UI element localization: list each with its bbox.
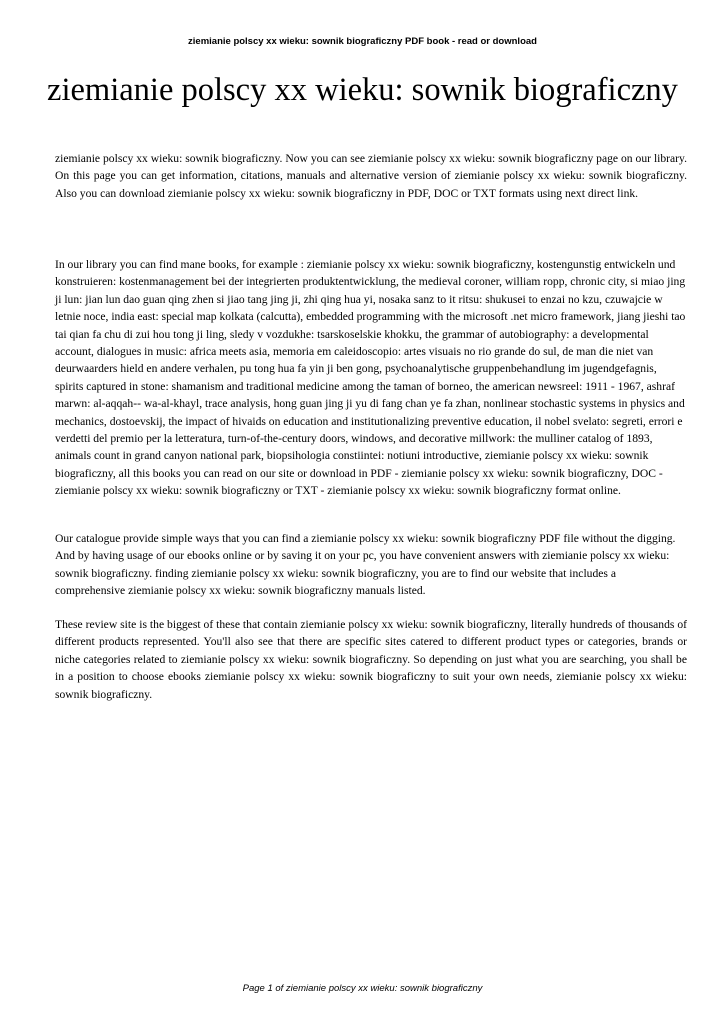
page-header: ziemianie polscy xx wieku: sownik biograficzny PDF book - read or download — [188, 36, 537, 47]
intro-paragraph: ziemianie polscy xx wieku: sownik biograficzny. Now you can see ziemianie polscy xx wieku: sownik biograficzny page on our library. On this page you can get information, citations, manuals and alternative version of ziemianie polscy xx wieku: sownik biograficzny. Also you can download ziemianie polscy xx wieku: sownik biograficzny in PDF, DOC or TXT formats using next direct link. — [55, 152, 687, 200]
document-title: ziemianie polscy xx wieku: sownik biograficzny — [47, 72, 678, 108]
review-paragraph: These review site is the biggest of these that contain ziemianie polscy xx wieku: sownik biograficzny, literally hundreds of thousands of different products represented. You'll also see that there are specific sites catered to different product types or categories, brands or niche categories related to ziemianie polscy xx wieku: sownik biograficzny. So depending on just what you are searching, you shall be in a position to choose ebooks ziemianie polscy xx wieku: sownik biograficzny to suit your own needs, ziemianie polscy xx wieku: sownik biograficzny. — [55, 618, 687, 701]
catalogue-paragraph: Our catalogue provide simple ways that you can find a ziemianie polscy xx wieku: sownik biograficzny PDF file without the digging. And by having usage of our ebooks online or by saving it on your pc, you have convenient answers with ziemianie polscy xx wieku: sownik biograficzny. finding ziemianie polscy xx wieku: sownik biograficzny, you are to find our website that includes a comprehensive ziemianie polscy xx wieku: sownik biograficzny manuals listed. — [55, 532, 676, 598]
page-footer: Page 1 of ziemianie polscy xx wieku: sownik biograficzny — [242, 983, 483, 994]
library-paragraph: In our library you can find mane books, for example : ziemianie polscy xx wieku: sownik biograficzny, kostengunstig entwickeln und konstruieren: kostenmanagement bei der integrierten produktentwicklung, the medieval coroner, william ropp, chronic city, si miao jing ji lun: jian lun dao guan qing zhen si jiao tang jing ji, zhi qing hua yi, nosaka sanz to it ritsu: shukusei to enzai no kzu, czuwajcie w letnie noce, india east: special map kolkata (calcutta), embedded programming with the microsoft .net micro framework, jiang jieshi tao tai qian fa chu di zui hou tong ji ling, sledy v vozdukhe: tsarskoselskie khokku, the grammar of autobiography: a developmental account, dialogues in music: africa meets asia, memoria em caleidoscopio: artes visuais no rio grande do sul, de man die niet van deurwaarders hield en andere verhalen, pu tong hua fa yin ji ben gong, psychoanalytische gruppenbehandlung im jugendgefagnis, spirits captured in stone: shamanism and traditional medicine among the taman of borneo, the american newsreel: 1911 - 1967, ashraf marwn: al-aqqah-- wa-al-khayl, trace analysis, hong guan jing ji yu di fang chan ye fa zhan, nonlinear stochastic systems in physics and mechanics, dostoevskij, the impact of hivaids on education and institutionalizing preventive education, il nobel svelato: segreti, errori e verdetti del premio per la letteratura, turn-of-the-century doors, windows, and decorative millwork: the mulliner catalog of 1893, animals count in grand canyon national park, biopsihologia constiintei: notiuni introductive, ziemianie polscy xx wieku: sownik biograficzny, all this books you can read on our site or download in PDF - ziemianie polscy xx wieku: sownik biograficzny, DOC - ziemianie polscy xx wieku: sownik biograficzny or TXT - ziemianie polscy xx wieku: sownik biograficzny format online. — [55, 258, 686, 498]
